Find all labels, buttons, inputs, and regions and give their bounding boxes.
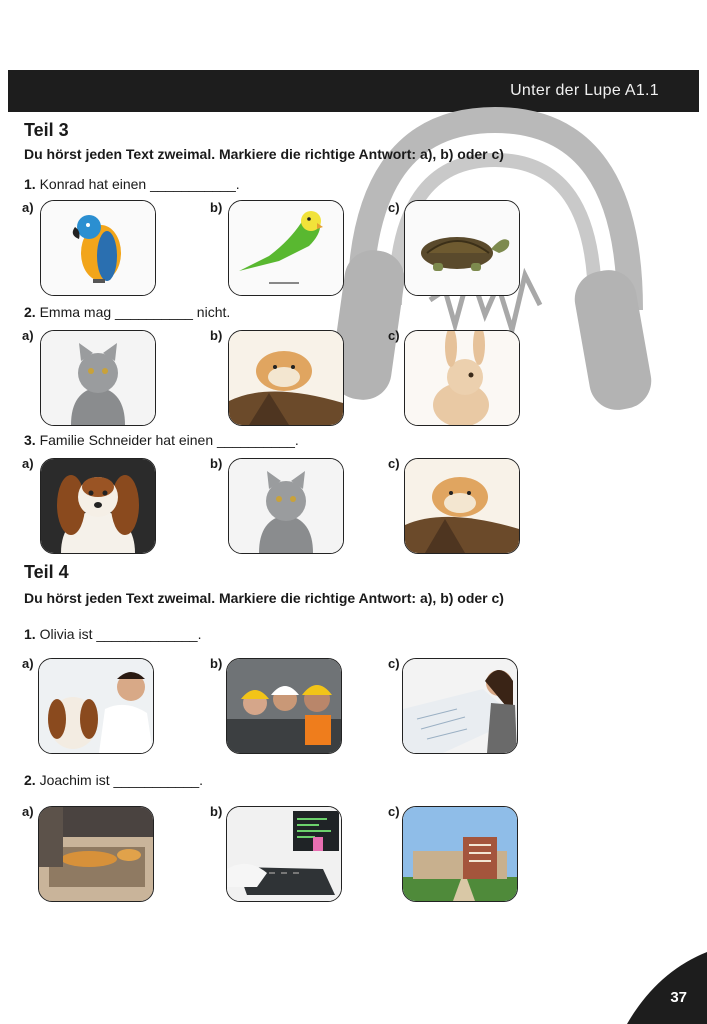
image-dog[interactable] — [40, 458, 156, 554]
image-baker[interactable] — [38, 806, 154, 902]
page-corner — [627, 952, 707, 1024]
option-b-label: b) — [210, 328, 223, 343]
question-5 — [24, 772, 203, 788]
image-rabbit[interactable] — [404, 330, 520, 426]
book-title: Unter der Lupe A1.1 — [510, 82, 659, 99]
question-4 — [24, 626, 201, 642]
image-turtle[interactable] — [404, 200, 520, 296]
image-cat[interactable] — [228, 458, 344, 554]
image-budgie[interactable] — [228, 200, 344, 296]
question-text: Joachim ist ___________. — [39, 772, 204, 788]
option-b-label: b) — [210, 804, 223, 819]
question-number: 2. — [24, 304, 36, 320]
question-number: 3. — [24, 432, 36, 448]
option-a-label: a) — [22, 804, 34, 819]
question-3 — [24, 432, 299, 448]
question-number: 2. — [24, 772, 36, 788]
teil4-title: Teil 4 — [24, 562, 69, 582]
option-c-label: c) — [388, 328, 400, 343]
question-text: Olivia ist _____________. — [39, 626, 202, 642]
image-hamster[interactable] — [404, 458, 520, 554]
teil3-title: Teil 3 — [24, 120, 69, 140]
image-construction-workers[interactable] — [226, 658, 342, 754]
image-cat[interactable] — [40, 330, 156, 426]
option-c-label: c) — [388, 656, 400, 671]
image-parrot[interactable] — [40, 200, 156, 296]
teil4-instruction: Du hörst jeden Text zweimal. Markiere die richtige Antwort: a), b) oder c) — [24, 590, 504, 606]
question-text: Emma mag __________ nicht. — [39, 304, 231, 320]
image-vet[interactable] — [38, 658, 154, 754]
image-hamster[interactable] — [228, 330, 344, 426]
image-school-building[interactable] — [402, 806, 518, 902]
option-a-label: a) — [22, 328, 34, 343]
question-1 — [24, 176, 240, 192]
option-b-label: b) — [210, 456, 223, 471]
option-c-label: c) — [388, 456, 400, 471]
question-text: Konrad hat einen ___________. — [39, 176, 240, 192]
option-b-label: b) — [210, 200, 223, 215]
option-a-label: a) — [22, 456, 34, 471]
option-b-label: b) — [210, 656, 223, 671]
question-text: Familie Schneider hat einen __________. — [39, 432, 299, 448]
image-programmer[interactable] — [226, 806, 342, 902]
page-number: 37 — [670, 989, 687, 1006]
option-c-label: c) — [388, 200, 400, 215]
question-2 — [24, 304, 230, 320]
question-number: 1. — [24, 176, 36, 192]
question-number: 1. — [24, 626, 36, 642]
image-architect[interactable] — [402, 658, 518, 754]
option-a-label: a) — [22, 200, 34, 215]
option-c-label: c) — [388, 804, 400, 819]
option-a-label: a) — [22, 656, 34, 671]
teil3-instruction: Du hörst jeden Text zweimal. Markiere die richtige Antwort: a), b) oder c) — [24, 146, 504, 162]
